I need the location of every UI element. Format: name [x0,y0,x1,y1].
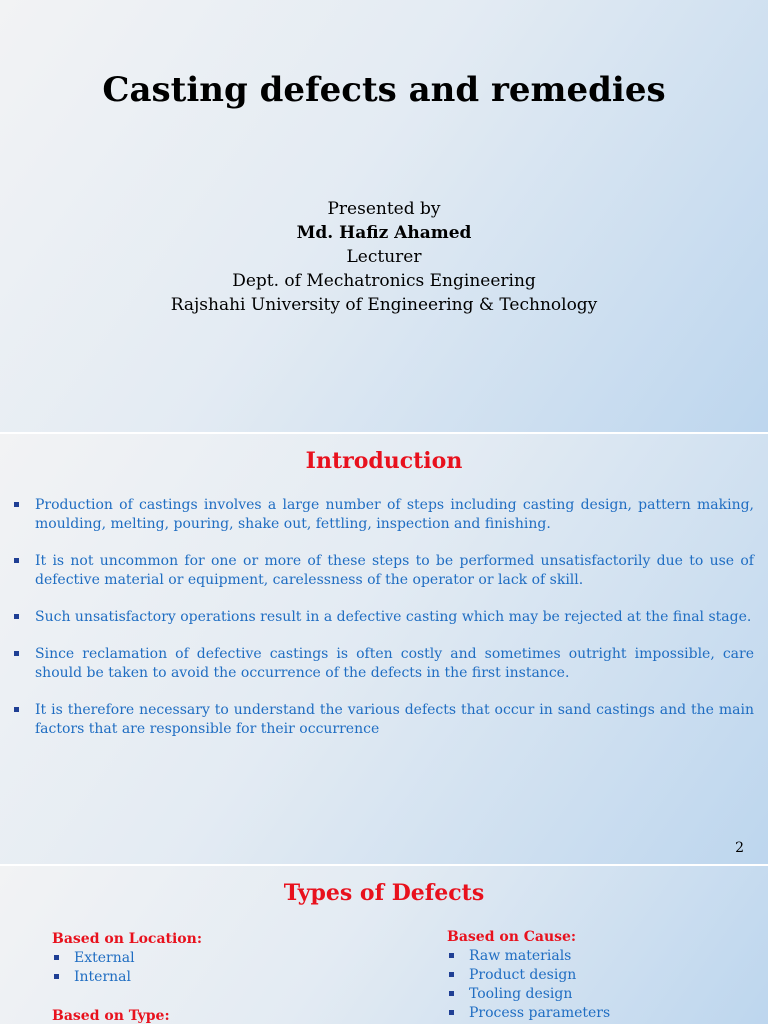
presenter-position: Lecturer [346,247,422,267]
list-item [447,985,610,1004]
title-slide [0,0,768,432]
square-bullet-icon [14,502,19,507]
types-of-defects-slide [0,866,768,1024]
bullet-text: It is therefore necessary to understand the various defects that occur in sand castings and the main factors that are responsible for their occurrence [35,702,754,737]
list-item [447,966,610,985]
presenter-block [0,197,768,317]
bullet-text: Since reclamation of defective castings is often costly and sometimes outright impossible, care should be taken to avoid the occurrence of the defects in the first instance. [35,646,754,681]
square-bullet-icon [14,558,19,563]
square-bullet-icon [449,991,454,996]
slide-heading: Introduction [305,448,463,474]
cause-list [447,947,610,1023]
bullet-item [12,701,754,739]
bullet-text: It is not uncommon for one or more of these steps to be performed unsatisfactorily due to use of defective material or equipment, carelessness of the operator or lack of skill. [35,553,754,588]
list-item-text: Raw materials [469,948,572,964]
list-item [52,949,202,968]
square-bullet-icon [14,651,19,656]
introduction-slide [0,434,768,864]
slide-heading: Types of Defects [283,880,485,906]
square-bullet-icon [449,953,454,958]
location-label: Based on Location: [52,931,202,947]
bullet-list [12,496,754,757]
bullet-item [12,496,754,534]
list-item-text: Product design [469,967,577,983]
location-list [52,949,202,987]
right-column [447,928,610,1023]
list-item [52,968,202,987]
presenter-department: Dept. of Mechatronics Engineering [232,271,536,291]
type-label: Based on Type: [52,1008,170,1024]
presented-by-label: Presented by [327,199,441,219]
left-column [52,930,202,1024]
bullet-item [12,645,754,683]
square-bullet-icon [14,707,19,712]
square-bullet-icon [54,955,59,960]
list-item-text: Internal [74,969,131,985]
bullet-item [12,552,754,590]
square-bullet-icon [14,614,19,619]
presentation-title: Casting defects and remedies [102,70,666,110]
presenter-name: Md. Hafiz Ahamed [296,223,472,243]
list-item [447,947,610,966]
square-bullet-icon [54,974,59,979]
bullet-text: Such unsatisfactory operations result in a defective casting which may be rejected at the final stage. [35,609,752,625]
presenter-university: Rajshahi University of Engineering & Technology [170,295,598,315]
square-bullet-icon [449,1010,454,1015]
bullet-text: Production of castings involves a large number of steps including casting design, pattern making, moulding, melting, pouring, shake out, fettling, inspection and finishing. [35,497,754,532]
list-item-text: Tooling design [469,986,573,1002]
cause-label: Based on Cause: [447,929,577,945]
square-bullet-icon [449,972,454,977]
list-item [447,1004,610,1023]
page-number: 2 [735,840,744,856]
bullet-item [12,608,754,627]
list-item-text: Process parameters [469,1005,611,1021]
list-item-text: External [74,950,135,966]
